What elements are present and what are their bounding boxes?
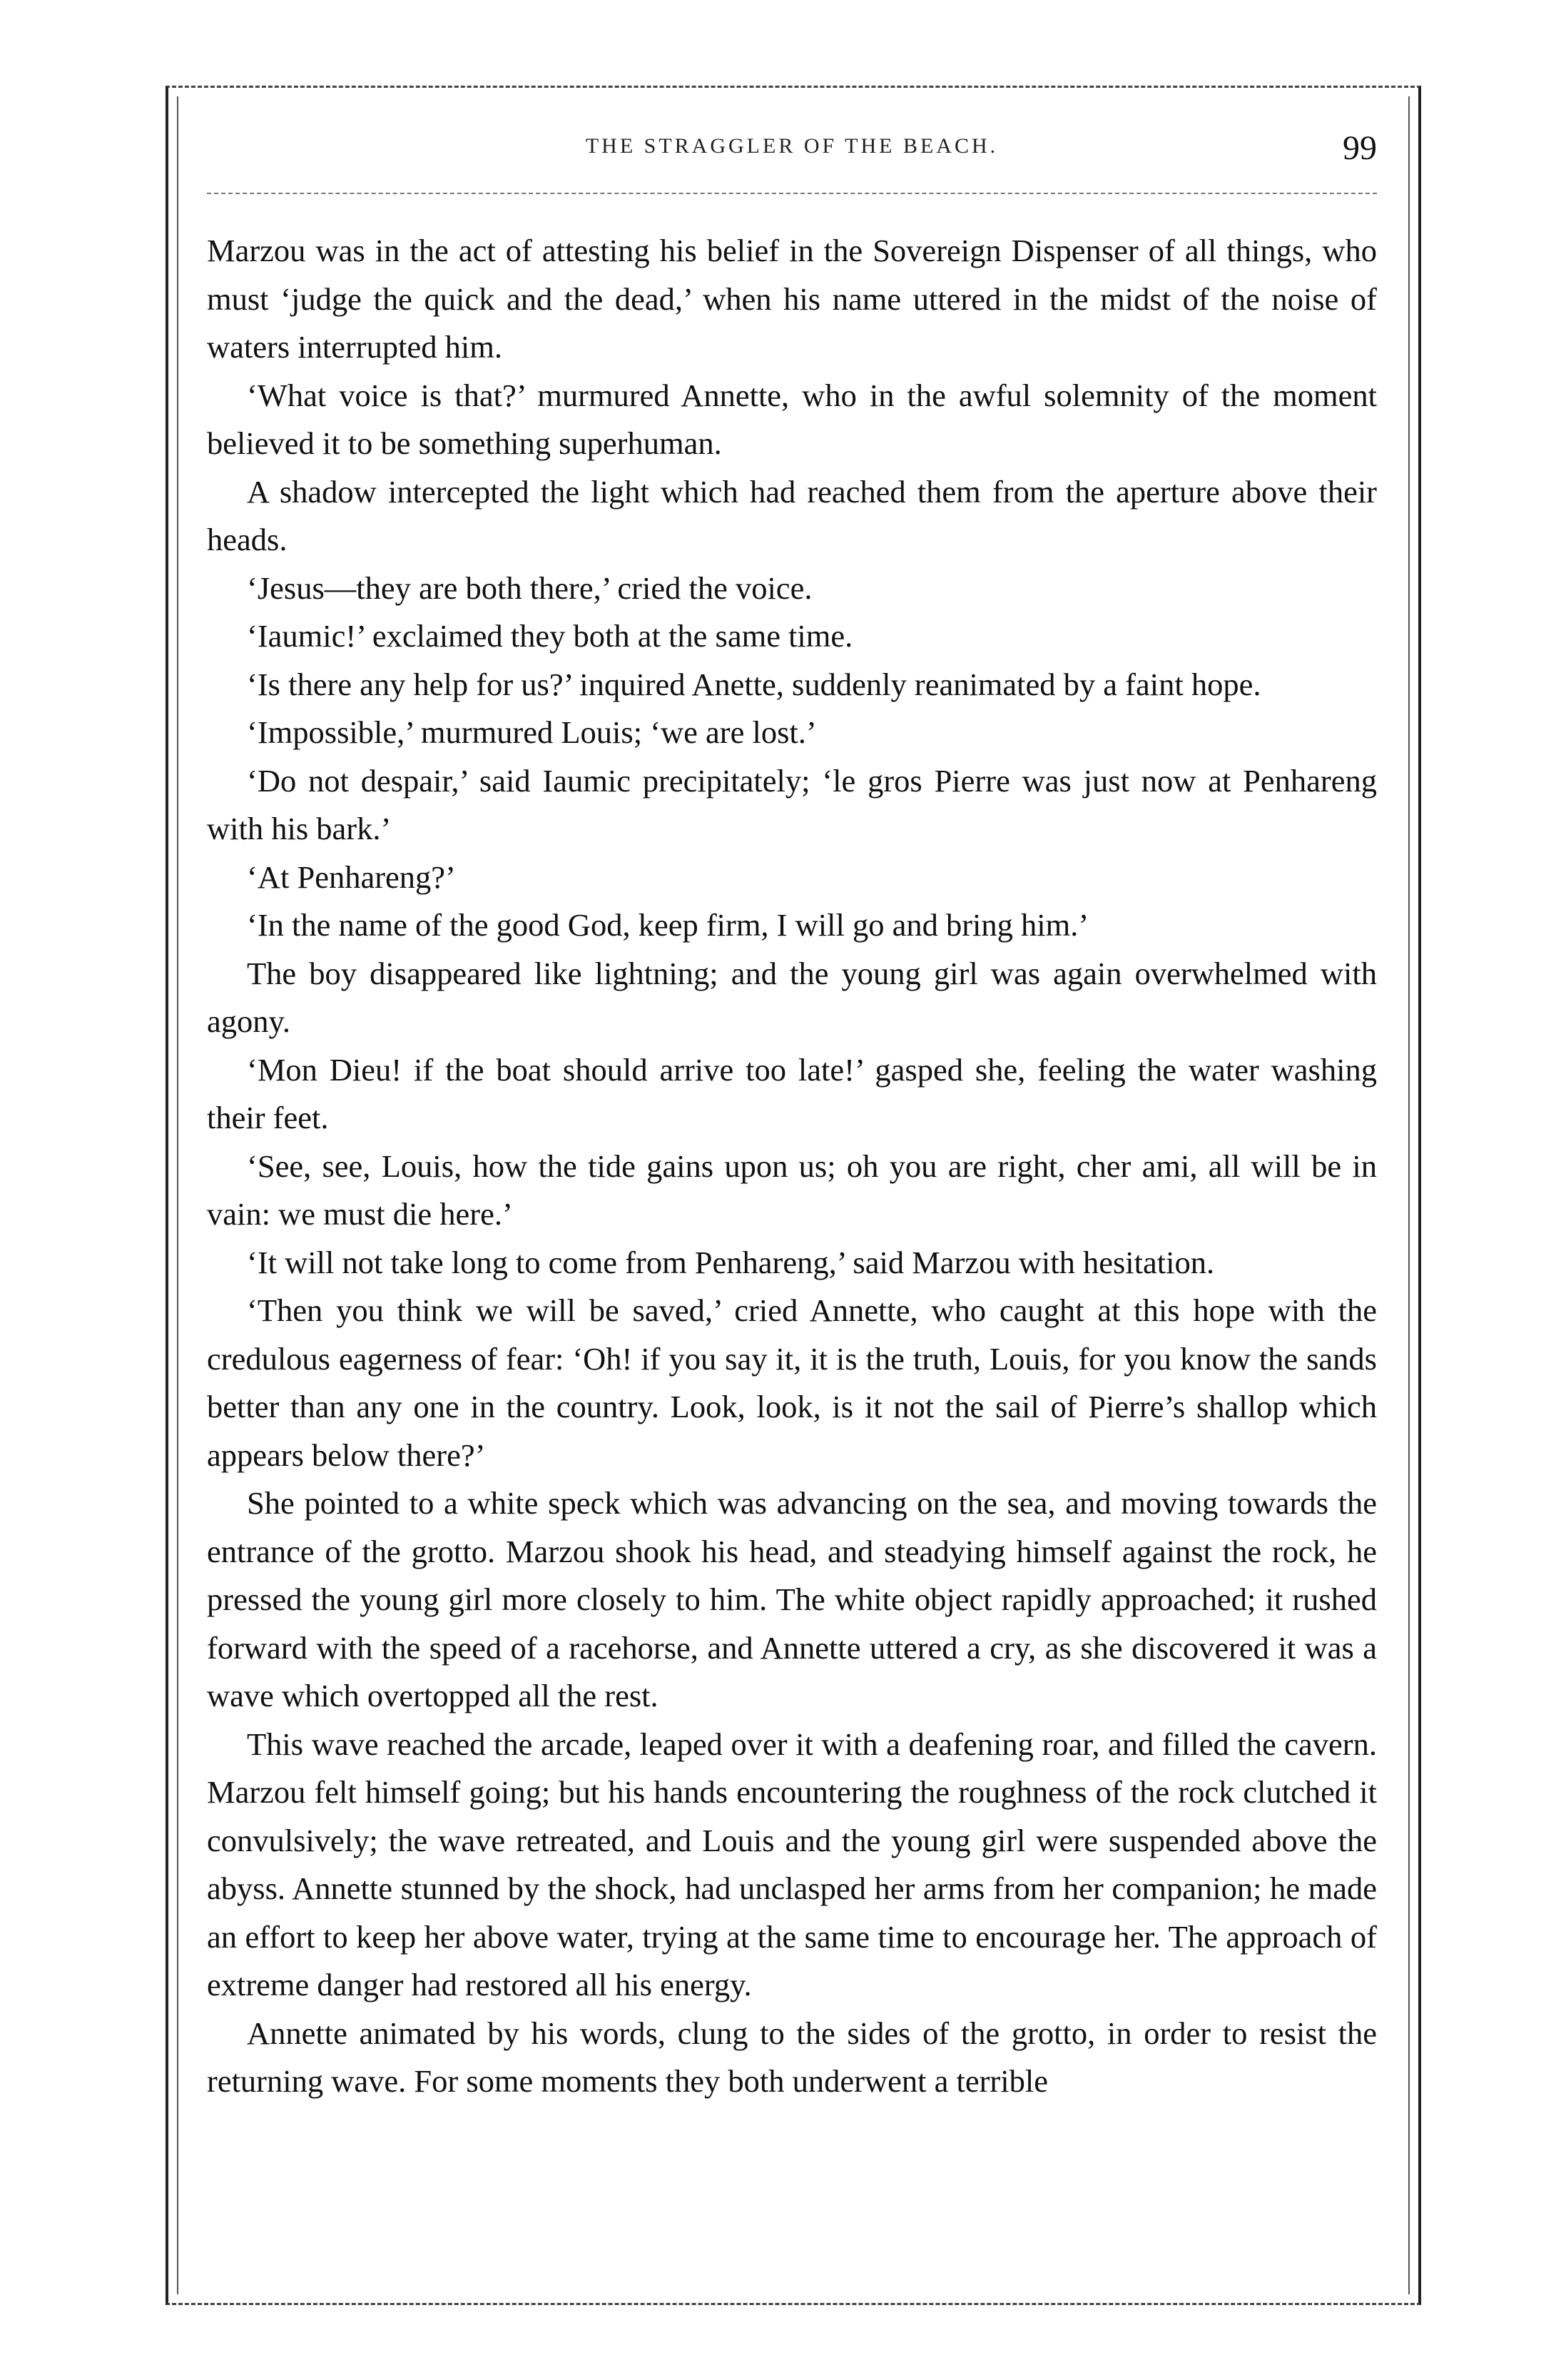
paragraph: Marzou was in the act of attesting his belief in the Sovereign Dispenser of all things, who must ‘judge the quick and the dead,’ when his name uttered in the midst of the noise of waters interrupted him. (207, 233, 1377, 365)
running-title: THE STRAGGLER OF THE BEACH. (585, 134, 999, 158)
paragraph: ‘Iaumic!’ exclaimed they both at the same time. (247, 618, 853, 654)
paragraph: ‘It will not take long to come from Penhareng,’ said Marzou with hesitation. (247, 1244, 1215, 1280)
paragraph: ‘Mon Dieu! if the boat should arrive too late!’ gasped she, feeling the water washing their feet. (207, 1051, 1377, 1135)
left-inner-rule (177, 96, 178, 2294)
header-rule (207, 193, 1377, 194)
paragraph: She pointed to a white speck which was advancing on the sea, and moving towards the entrance of the grotto. Marzou shook his head, and steadying himself against the rock, he pressed the young girl more closely to him. The white object rapidly approached; it rushed forward with the speed of a racehorse, and Annette uttered a cry, as she discovered it was a wave which overtopped all the rest. (207, 1485, 1377, 1713)
paragraph: ‘See, see, Louis, how the tide gains upon us; oh you are right, cher ami, all will be in vain: we must die here.’ (207, 1148, 1377, 1232)
paragraph: The boy disappeared like lightning; and the young girl was again overwhelmed with agony. (207, 955, 1377, 1039)
paragraph: ‘Impossible,’ murmured Louis; ‘we are lost.’ (247, 714, 817, 750)
body-text (207, 227, 1377, 2106)
paragraph: A shadow intercepted the light which had reached them from the aperture above their heads. (207, 473, 1377, 557)
page-header (207, 128, 1377, 171)
paragraph: ‘Then you think we will be saved,’ cried Annette, who caught at this hope with the credulous eagerness of fear: ‘Oh! if you say it, it is the truth, Louis, for you know the sands better than any one in the country. Look, look, is it not the sail of Pierre’s shallop which appears below there?’ (207, 1292, 1377, 1473)
page-number: 99 (1343, 129, 1377, 167)
paragraph: ‘Jesus—they are both there,’ cried the voice. (247, 569, 813, 606)
right-inner-rule (1408, 96, 1410, 2294)
paragraph: This wave reached the arcade, leaped over it with a deafening roar, and filled the cavern. Marzou felt himself going; but his hands encountering the roughness of the rock clutched it convulsively; the wave retreated, and Louis and the young girl were suspended above the abyss. Annette stunned by the shock, had unclasped her arms from her companion; he made an effort to keep her above water, trying at the same time to encourage her. The approach of extreme danger had restored all his energy. (207, 1726, 1377, 2002)
paragraph: ‘Do not despair,’ said Iaumic precipitately; ‘le gros Pierre was just now at Penhareng with his bark.’ (207, 762, 1377, 846)
paragraph: ‘What voice is that?’ murmured Annette, who in the awful solemnity of the moment believed it to be something superhuman. (207, 377, 1377, 461)
paragraph: ‘At Penhareng?’ (247, 859, 456, 895)
paragraph: ‘In the name of the good God, keep firm, I will go and bring him.’ (247, 907, 1089, 943)
paragraph: ‘Is there any help for us?’ inquired Anette, suddenly reanimated by a faint hope. (247, 666, 1261, 702)
paragraph: Annette animated by his words, clung to the sides of the grotto, in order to resist the returning wave. For some moments they both underwent a terrible (207, 2015, 1377, 2099)
